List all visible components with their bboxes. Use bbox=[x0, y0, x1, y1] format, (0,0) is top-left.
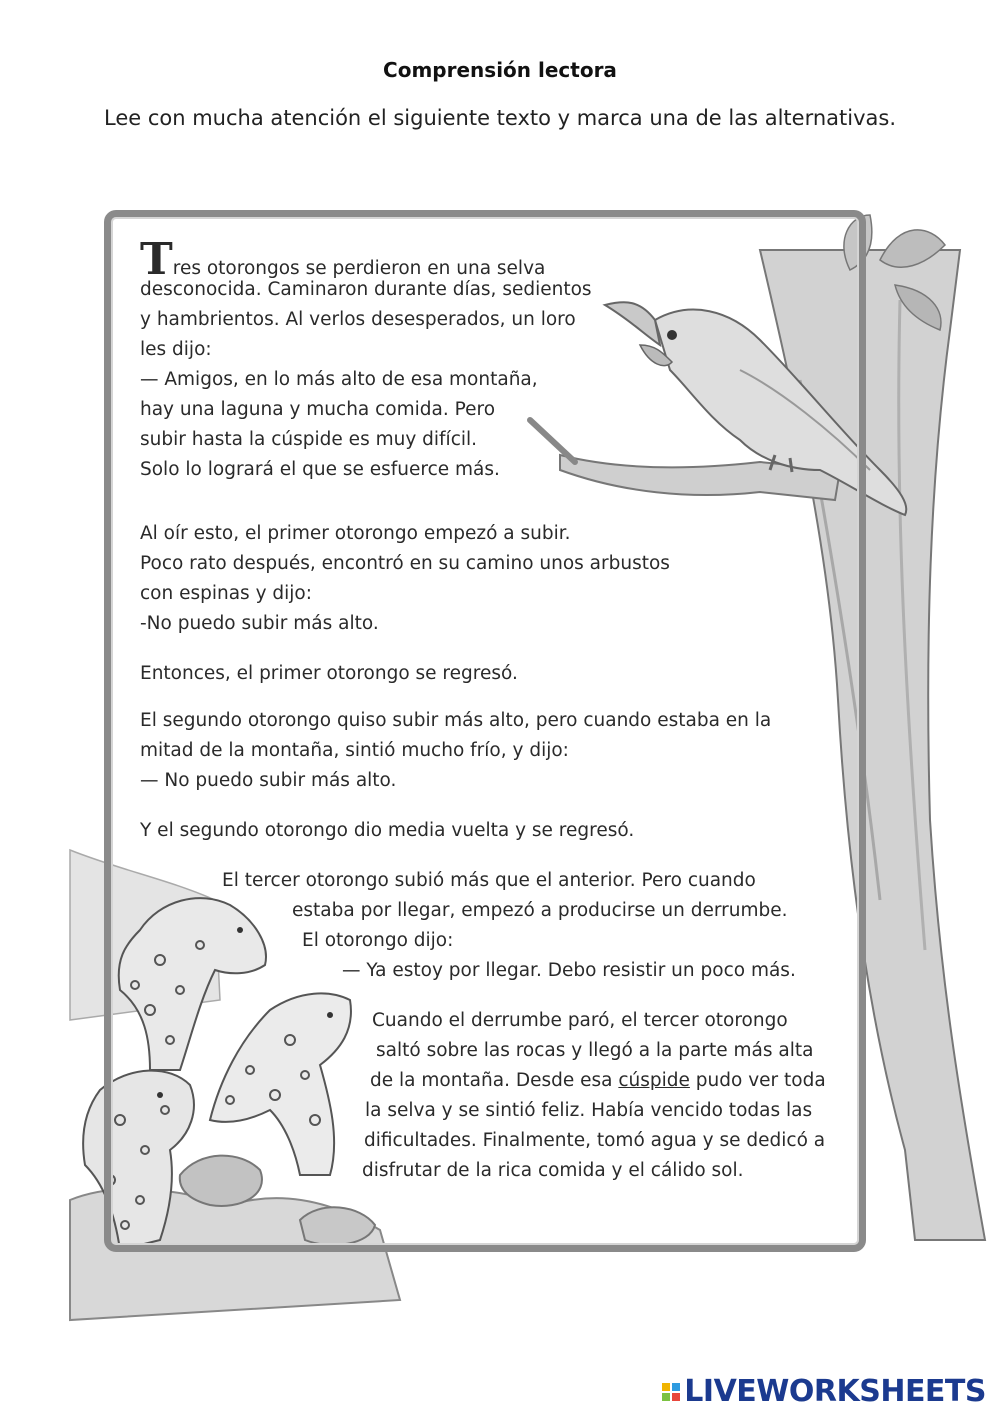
story-text: pudo ver toda bbox=[689, 1070, 826, 1091]
story-paragraph-1 bbox=[140, 234, 592, 485]
story-line: saltó sobre las rocas y llegó a la parte más alta bbox=[376, 1040, 814, 1061]
story-line: subir hasta la cúspide es muy difícil. bbox=[140, 429, 478, 450]
story-line: con espinas y dijo: bbox=[140, 583, 312, 604]
logo-mark-icon bbox=[662, 1383, 680, 1401]
story-line: les dijo: bbox=[140, 339, 212, 360]
story-paragraph-5 bbox=[140, 816, 634, 846]
story-line: Poco rato después, encontró en su camino unos arbustos bbox=[140, 553, 670, 574]
story-line: Solo lo logrará el que se esfuerce más. bbox=[140, 459, 500, 480]
story-text: res otorongos se perdieron en una selva bbox=[172, 258, 546, 279]
story-paragraph-4 bbox=[140, 706, 771, 796]
story-line: disfrutar de la rica comida y el cálido sol. bbox=[362, 1160, 744, 1181]
story-line: — No puedo subir más alto. bbox=[140, 770, 397, 791]
story-line: El otorongo dijo: bbox=[302, 930, 454, 951]
story-line: Entonces, el primer otorongo se regresó. bbox=[140, 663, 518, 684]
story-line: — Amigos, en lo más alto de esa montaña, bbox=[140, 369, 538, 390]
drop-cap: T bbox=[140, 234, 173, 285]
underlined-word: cúspide bbox=[618, 1070, 690, 1091]
story-line: desconocida. Caminaron durante días, sedientos bbox=[140, 279, 592, 300]
story-paragraph-2 bbox=[140, 519, 670, 639]
story-line bbox=[370, 1066, 826, 1096]
story-line: El segundo otorongo quiso subir más alto, pero cuando estaba en la bbox=[140, 710, 772, 731]
story-paragraph-3 bbox=[140, 659, 518, 689]
liveworksheets-logo bbox=[662, 1374, 986, 1409]
story-line: estaba por llegar, empezó a producirse un derrumbe. bbox=[292, 900, 788, 921]
story-line: mitad de la montaña, sintió mucho frío, y dijo: bbox=[140, 740, 569, 761]
story-line: dificultades. Finalmente, tomó agua y se dedicó a bbox=[364, 1130, 826, 1151]
story-line: Cuando el derrumbe paró, el tercer otorongo bbox=[372, 1010, 788, 1031]
story-line: hay una laguna y mucha comida. Pero bbox=[140, 399, 496, 420]
story-line: El tercer otorongo subió más que el anterior. Pero cuando bbox=[222, 870, 756, 891]
story-text: de la montaña. Desde esa bbox=[370, 1070, 619, 1091]
story-line bbox=[140, 234, 592, 285]
story-line: Y el segundo otorongo dio media vuelta y se regresó. bbox=[140, 820, 635, 841]
story-line: y hambrientos. Al verlos desesperados, un loro bbox=[140, 309, 576, 330]
story-line: — Ya estoy por llegar. Debo resistir un poco más. bbox=[342, 960, 796, 981]
logo-text: LIVEWORKSHEETS bbox=[684, 1374, 986, 1409]
story-line: la selva y se sintió feliz. Había vencido todas las bbox=[365, 1100, 813, 1121]
story-line: Al oír esto, el primer otorongo empezó a subir. bbox=[140, 523, 571, 544]
instructions-text: Lee con mucha atención el siguiente texto y marca una de las alternativas. bbox=[103, 106, 897, 130]
page-title: Comprensión lectora bbox=[383, 58, 617, 82]
story-line: -No puedo subir más alto. bbox=[140, 613, 379, 634]
